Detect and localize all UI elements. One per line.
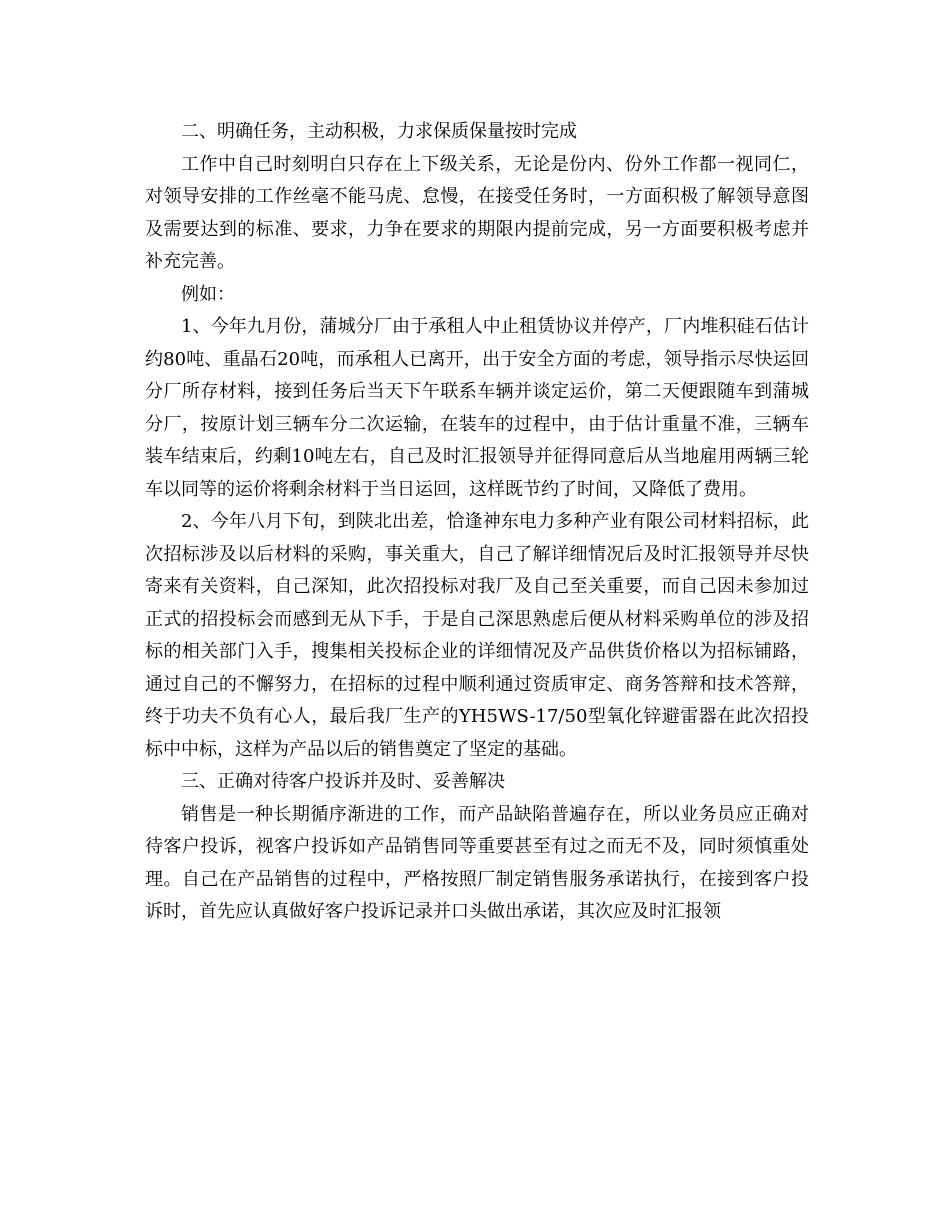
paragraph-customer-complaints: 销售是一种长期循序渐进的工作，而产品缺陷普遍存在，所以业务员应正确对待客户投诉，视客户投诉如产品销售同等重要甚至有过之而无不及，同时须慎重处理。自己在产品销售的过程中，严格按照厂制定销售服务承诺执行，在接到客户投诉时，首先应认真做好客户投诉记录并口头做出承诺，其次应及时汇报领 [145, 803, 809, 922]
paragraph-example-1: 1、今年九月份，蒲城分厂由于承租人中止租赁协议并停产，厂内堆积硅石估计约80吨、重晶石20吨，而承租人已离开，出于安全方面的考虑，领导指示尽快运回分厂所存材料，接到任务后当天下午联系车辆并谈定运价，第二天便跟随车到蒲城分厂，按原计划三辆车分二次运输，在装车的过程中，由于估计重量不准，三辆车装车结束后，约剩10吨左右，自己及时汇报领导并征得同意后从当地雇用两辆三轮车以同等的运价将剩余材料于当日运回，这样既节约了时间，又降低了费用。 [145, 316, 809, 500]
section-heading-2: 二、明确任务，主动积极，力求保质保量按时完成 [181, 121, 577, 142]
document-page [145, 116, 809, 929]
section-heading-3: 三、正确对待客户投诉并及时、妥善解决 [181, 771, 505, 792]
paragraph-example-2: 2、今年八月下旬，到陕北出差，恰逢神东电力多种产业有限公司材料招标，此次招标涉及以后材料的采购，事关重大，自己了解详细情况后及时汇报领导并尽快寄来有关资料，自己深知，此次招投标对我厂及自己至关重要，而自己因未参加过正式的招投标会而感到无从下手，于是自己深思熟虑后便从材料采购单位的涉及招标的相关部门入手，搜集相关投标企业的详细情况及产品供货价格以为招标铺路，通过自己的不懈努力，在招标的过程中顺利通过资质审定、商务答辩和技术答辩，终于功夫不负有心人，最后我厂生产的YH5WS-17/50型氧化锌避雷器在此次招投标中中标，这样为产品以后的销售奠定了坚定的基础。 [145, 511, 809, 760]
paragraph-work-attitude: 工作中自己时刻明白只存在上下级关系，无论是份内、份外工作都一视同仁，对领导安排的工作丝毫不能马虎、怠慢，在接受任务时，一方面积极了解领导意图及需要达到的标准、要求，力争在要求的期限内提前完成，另一方面要积极考虑并补充完善。 [145, 153, 809, 272]
paragraph-example-intro: 例如： [181, 283, 235, 305]
